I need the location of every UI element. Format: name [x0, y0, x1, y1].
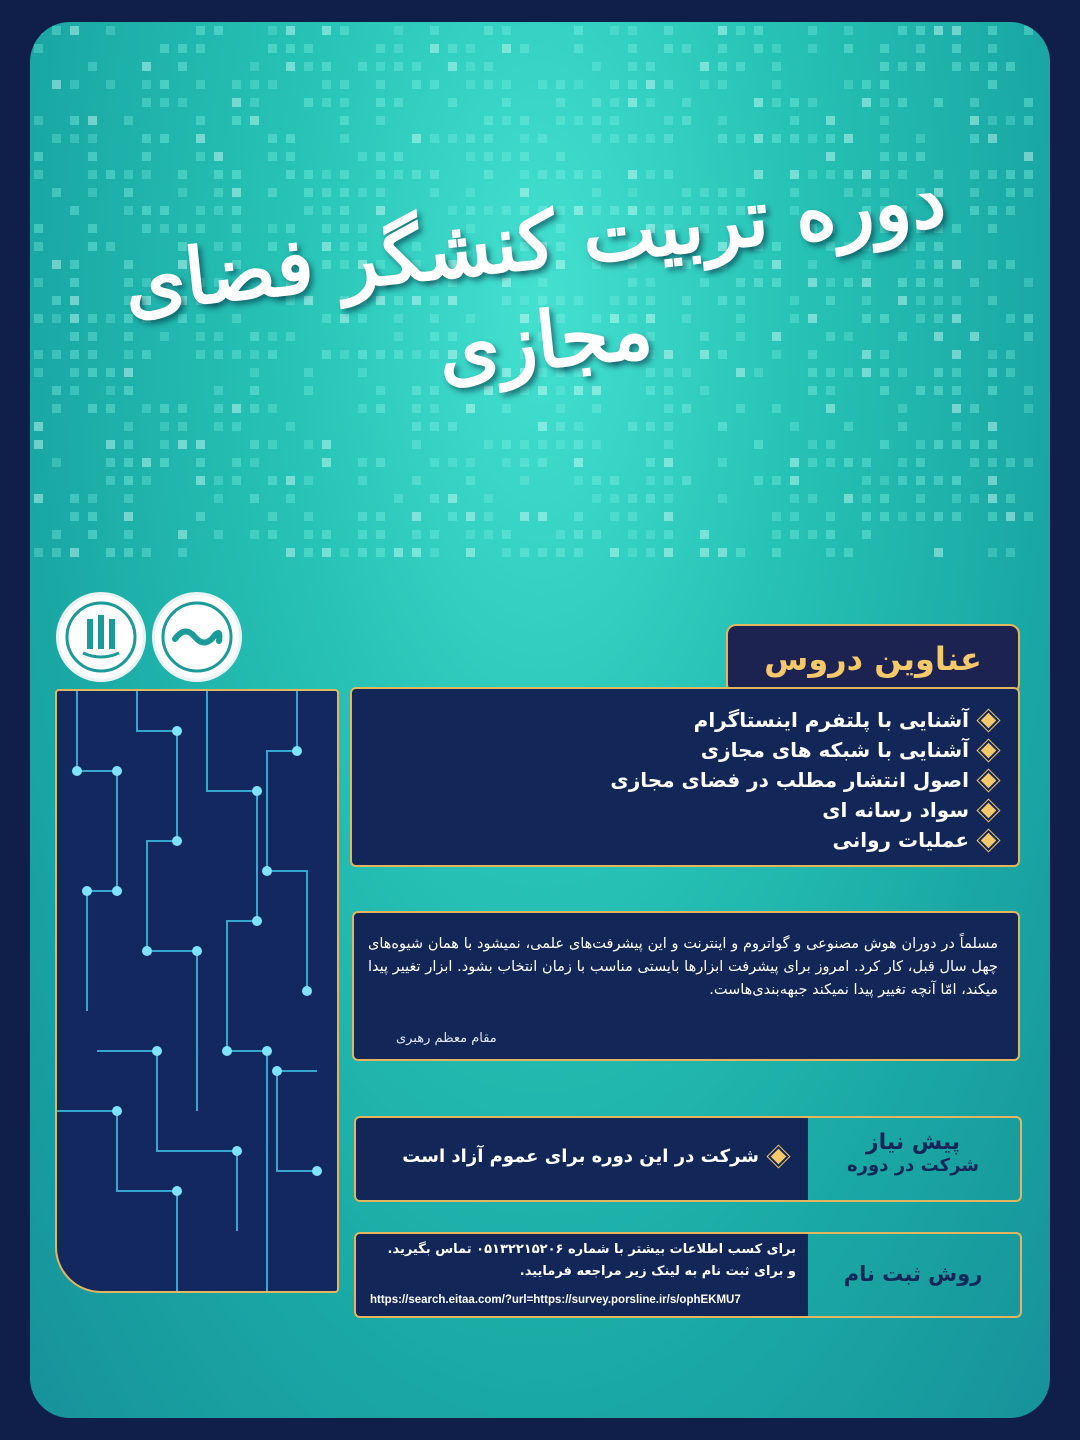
- diamond-bullet-icon: [981, 802, 997, 818]
- signup-label: [806, 1234, 1020, 1316]
- diamond-bullet-icon: [981, 772, 997, 788]
- signup-label-text: روش ثبت نام: [843, 1262, 983, 1286]
- logos: [56, 592, 256, 682]
- logo-organization-icon: [152, 592, 242, 682]
- prerequisite-text-row: [402, 1146, 784, 1167]
- signup-link[interactable]: https://search.eitaa.com/?url=https://survey.porsline.ir/s/ophEKMU7: [370, 1294, 741, 1306]
- prerequisite-text: شرکت در این دوره برای عموم آزاد است: [402, 1146, 759, 1167]
- prerequisite-label-line2: شرکت در دوره: [847, 1155, 979, 1176]
- diamond-bullet-icon: [981, 742, 997, 758]
- quote-box: [352, 911, 1020, 1061]
- signup-contact-line: برای کسب اطلاعات بیشتر با شماره ۰۵۱۳۲۲۱۵۲۰۶ تماس بگیرید.: [387, 1242, 796, 1257]
- signup-content: [356, 1234, 808, 1316]
- signup-box: [354, 1232, 1022, 1318]
- prerequisite-box: [354, 1116, 1022, 1202]
- poster: [30, 22, 1050, 1418]
- course-item: آشنایی با پلتفرم اینستاگرام: [610, 705, 994, 735]
- prerequisite-label-line1: پیش نیاز: [865, 1130, 961, 1155]
- courses-heading: عناوین دروس: [764, 640, 982, 678]
- title-area: [30, 22, 1050, 582]
- course-item: عملیات روانی: [610, 825, 994, 855]
- courses-box: [350, 687, 1020, 867]
- diamond-bullet-icon: [981, 712, 997, 728]
- quote-source: مقام معظم رهبری: [396, 1031, 497, 1046]
- signup-instruction-line: و برای ثبت نام به لینک زیر مراجعه فرمایید.: [519, 1264, 796, 1279]
- prerequisite-content: [356, 1118, 808, 1200]
- circuit-board-art: [55, 689, 339, 1293]
- logo-seal-icon: [56, 592, 146, 682]
- diamond-bullet-icon: [771, 1149, 787, 1165]
- courses-heading-box: [726, 624, 1020, 694]
- prerequisite-label: [806, 1118, 1020, 1200]
- quote-text: مسلماً در دوران هوش مصنوعی و گواتروم و اینترنت و این پیشرفت‌های علمی، نمیشود با همان شیوه‌های چهل سال قبل، کار کرد. امروز برای پیشرفت ابزارها بایستی مناسب با زمان انتخاب بشود. ابزار تغییر پیدا میکند، امّا آنچه تغییر پیدا نمیکند جبهه‌بندی‌هاست.: [368, 936, 998, 998]
- course-list: [610, 705, 994, 855]
- course-item: سواد رسانه ای: [610, 795, 994, 825]
- diamond-bullet-icon: [981, 832, 997, 848]
- poster-title: دوره تربیت کنشگر فضای مجازی: [119, 153, 950, 398]
- course-item: آشنایی با شبکه های مجازی: [610, 735, 994, 765]
- course-item: اصول انتشار مطلب در فضای مجازی: [610, 765, 994, 795]
